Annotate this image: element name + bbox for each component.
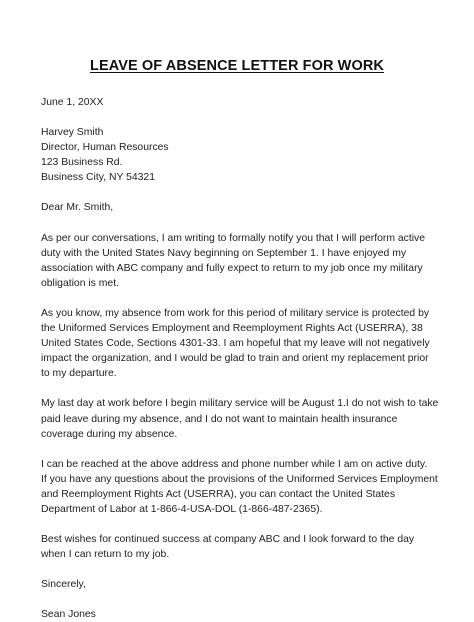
- recipient-address: [41, 125, 441, 185]
- paragraph-line: impact the organization, and I would be glad to train and orient my replacement prior: [41, 353, 429, 365]
- recipient-street: 123 Business Rd.: [41, 157, 123, 169]
- paragraph-line: association with ABC company and fully expect to return to my job once my military: [41, 262, 423, 274]
- paragraph-line: Department of Labor at 1-866-4-USA-DOL (1-866-487-2365).: [41, 503, 323, 515]
- paragraph-line: paid leave during my absence, and I do not want to maintain health insurance: [41, 413, 398, 425]
- paragraph-3: [41, 396, 441, 441]
- signature: [41, 607, 441, 622]
- paragraph-line: Best wishes for continued success at company ABC and I look forward to the day: [41, 534, 415, 546]
- paragraph-1: [41, 231, 441, 291]
- date-text: June 1, 20XX: [41, 97, 104, 108]
- paragraph-line: when I can return to my job.: [41, 549, 170, 561]
- salutation: [41, 200, 441, 215]
- closing: [41, 577, 441, 592]
- paragraph-line: to my departure.: [41, 368, 117, 380]
- recipient-title: Director, Human Resources: [41, 142, 169, 154]
- paragraph-line: As per our conversations, I am writing to formally notify you that I will perform active: [41, 232, 426, 244]
- recipient-city: Business City, NY 54321: [41, 172, 155, 184]
- paragraph-line: I can be reached at the above address and phone number while I am on active duty.: [41, 458, 428, 470]
- paragraph-line: United States Code, Sections 4301-33. I am hopeful that my leave will not negatively: [41, 338, 430, 350]
- paragraph-2: [41, 306, 441, 381]
- paragraph-line: coverage during my absence.: [41, 428, 178, 440]
- paragraph-line: If you have any questions about the provisions of the Uniformed Services Employment: [41, 473, 438, 485]
- paragraph-4: [41, 457, 441, 517]
- salutation-text: Dear Mr. Smith,: [41, 202, 114, 214]
- paragraph-line: the Uniformed Services Employment and Reemployment Rights Act (USERRA), 38: [41, 323, 423, 335]
- paragraph-line: duty with the United States Navy beginning on September 1. I have enjoyed my: [41, 247, 407, 259]
- paragraph-line: obligation is met.: [41, 277, 119, 289]
- recipient-name: Harvey Smith: [41, 127, 104, 139]
- closing-text: Sincerely,: [41, 579, 86, 591]
- letter-body: [41, 95, 441, 622]
- paragraph-line: and Reemployment Rights Act (USERRA), you can contact the United States: [41, 488, 396, 500]
- paragraph-line: As you know, my absence from work for this period of military service is protected by: [41, 307, 430, 319]
- paragraph-5: [41, 532, 441, 562]
- letter-date: [41, 95, 441, 110]
- signature-name: Sean Jones: [41, 609, 96, 621]
- paragraph-line: My last day at work before I begin military service will be August 1.I do not wish to take: [41, 398, 439, 410]
- letter-title: LEAVE OF ABSENCE LETTER FOR WORK: [89, 58, 384, 74]
